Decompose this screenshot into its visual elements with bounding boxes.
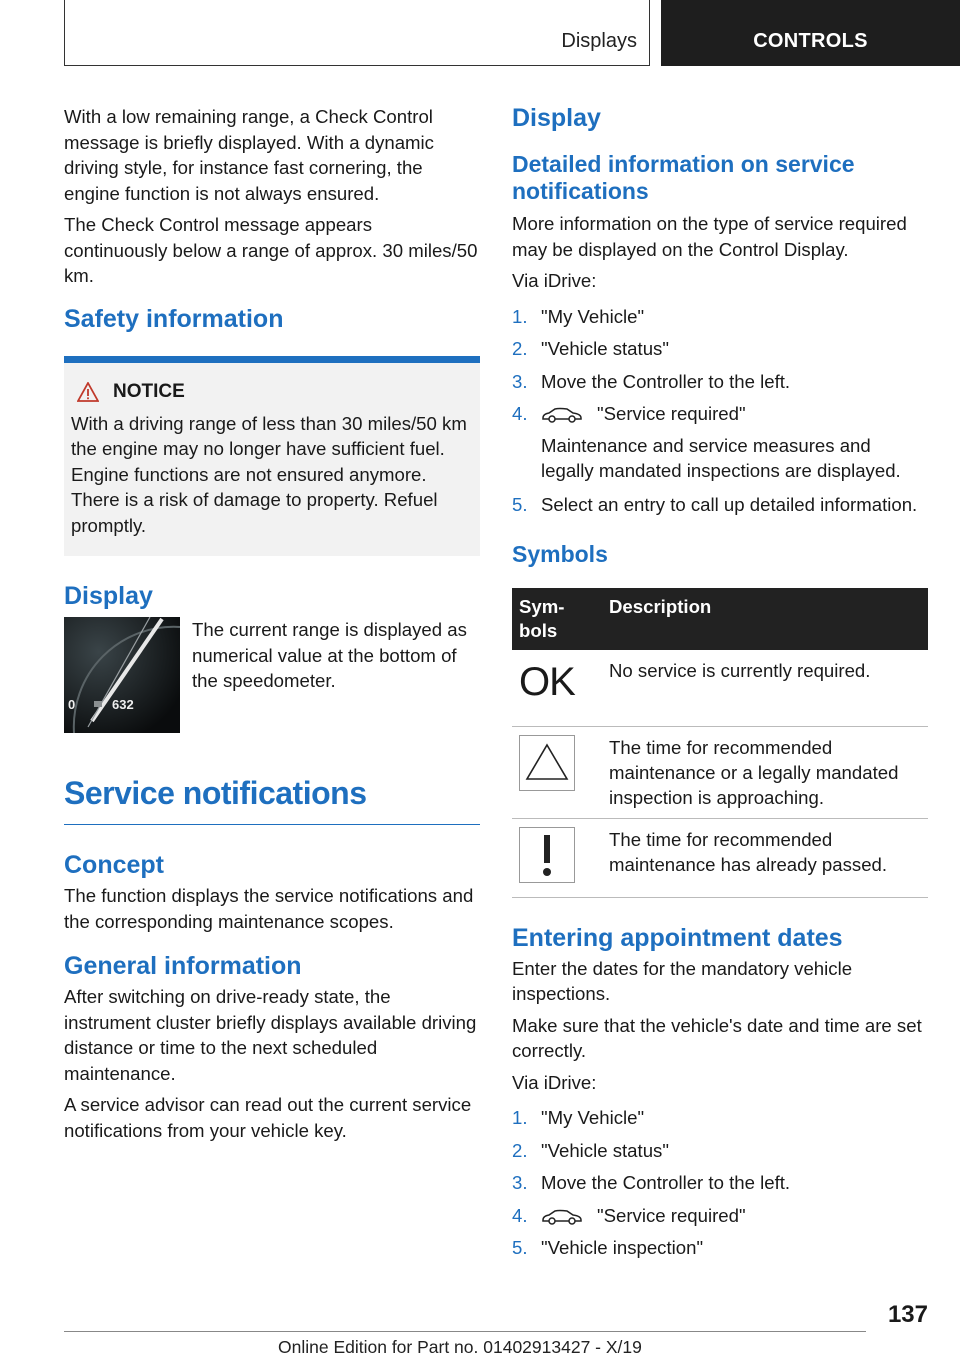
- table-row: [512, 650, 928, 726]
- table-cell-description: The time for recommended maintenance has already passed.: [602, 818, 928, 897]
- steps-list-2: [512, 1105, 928, 1261]
- service-car-icon: [541, 1209, 583, 1225]
- symbols-table: [512, 588, 928, 898]
- notice-box: [64, 356, 480, 557]
- speedometer-dial-icon: [64, 617, 180, 733]
- step4-subtext: Maintenance and service measures and legally mandated inspections are displayed.: [541, 434, 901, 481]
- left-column: [64, 104, 480, 1149]
- concept-heading: Concept: [64, 851, 164, 879]
- right-column: [512, 104, 928, 1269]
- speedometer-range-label: 632: [112, 697, 134, 712]
- via-idrive-label: Via iDrive:: [512, 270, 597, 291]
- table-row: [512, 818, 928, 897]
- steps-list-1: [512, 304, 928, 427]
- notice-label: NOTICE: [113, 380, 185, 402]
- appointment-paragraph-2: Make sure that the vehicle's date and time are set correctly.: [512, 1014, 922, 1061]
- intro-paragraph-2: The Check Control message appears continuously below a range of approx. 30 miles/50 km.: [64, 214, 478, 286]
- symbols-heading: Symbols: [512, 541, 608, 567]
- intro-paragraph-1: With a low remaining range, a Check Control message is briefly displayed. With a dynamic driving style, for instance fast cornering, the engine function is not always ensured.: [64, 106, 434, 204]
- list-item: 1. "My Vehicle": [512, 1107, 645, 1128]
- service-car-icon: [541, 407, 583, 423]
- appointment-paragraph-1: Enter the dates for the mandatory vehicle inspections.: [512, 957, 853, 1004]
- list-item: 3. Move the Controller to the left.: [512, 370, 791, 392]
- list-item: 3. Move the Controller to the left.: [512, 1172, 791, 1193]
- detail-info-heading: Detailed information on service notifications: [512, 151, 855, 204]
- general-info-paragraph-2: A service advisor can read out the current service notifications from your vehicle key.: [64, 1094, 472, 1141]
- list-item: 4. "Service required": [512, 403, 746, 424]
- warning-triangle-icon: [77, 382, 99, 402]
- exclamation-icon: [519, 827, 575, 883]
- header-section-title: Displays: [561, 30, 637, 52]
- list-item: 2. "Vehicle status": [512, 1139, 669, 1161]
- table-header-symbols: Sym-bols: [512, 588, 602, 650]
- page-number: 137: [887, 1301, 928, 1328]
- notice-title: [77, 381, 472, 403]
- list-item: 4. "Service required": [512, 1204, 746, 1226]
- display-heading-left: Display: [64, 582, 153, 610]
- ok-icon: OK: [519, 660, 575, 704]
- speedometer-zero-label: 0: [68, 697, 76, 712]
- list-item: 5. "Vehicle inspection": [512, 1237, 704, 1258]
- table-row: [512, 726, 928, 818]
- concept-text: The function displays the service notifications and the corresponding maintenance scopes.: [64, 885, 474, 932]
- triangle-warning-icon: [519, 735, 575, 791]
- table-header-row: [512, 588, 928, 650]
- list-item: 5. Select an entry to call up detailed information.: [512, 493, 918, 515]
- speedometer-image: [64, 617, 180, 733]
- table-header-description: Description: [602, 588, 928, 650]
- header-chapter-title: CONTROLS: [661, 0, 960, 66]
- service-notifications-heading: Service notifications: [64, 775, 480, 825]
- general-info-paragraph-1: After switching on drive-ready state, the instrument cluster briefly displays available driving distance or time to the next scheduled maintenance.: [64, 986, 477, 1084]
- via-idrive-label-2: Via iDrive:: [512, 1071, 597, 1093]
- safety-heading: Safety information: [64, 304, 284, 333]
- footer-divider: [64, 1331, 866, 1332]
- detail-info-text: More information on the type of service required may be displayed on the Control Display.: [512, 213, 907, 260]
- display-block: [64, 617, 480, 733]
- list-item: 1. "My Vehicle": [512, 305, 645, 327]
- display-text-left: The current range is displayed as numerical value at the bottom of the speedometer.: [192, 619, 467, 691]
- notice-text: With a driving range of less than 30 miles/50 km the engine may no longer have sufficient fuel. Engine functions are not ensured anymore. There is a risk of damage to property. Refuel promptly.: [71, 412, 467, 536]
- table-cell-description: No service is currently required.: [602, 650, 928, 726]
- appointment-dates-heading: Entering appointment dates: [512, 923, 843, 952]
- general-info-heading: General information: [64, 952, 302, 980]
- footer-edition-text: Online Edition for Part no. 01402913427 - X/19: [278, 1337, 642, 1357]
- list-item: 2. "Vehicle status": [512, 338, 669, 359]
- steps-list-1b: [512, 492, 928, 518]
- table-cell-description: The time for recommended maintenance or a legally mandated inspection is approaching.: [602, 726, 928, 818]
- display-heading-right: Display: [512, 104, 601, 132]
- header-section-box: [64, 0, 650, 66]
